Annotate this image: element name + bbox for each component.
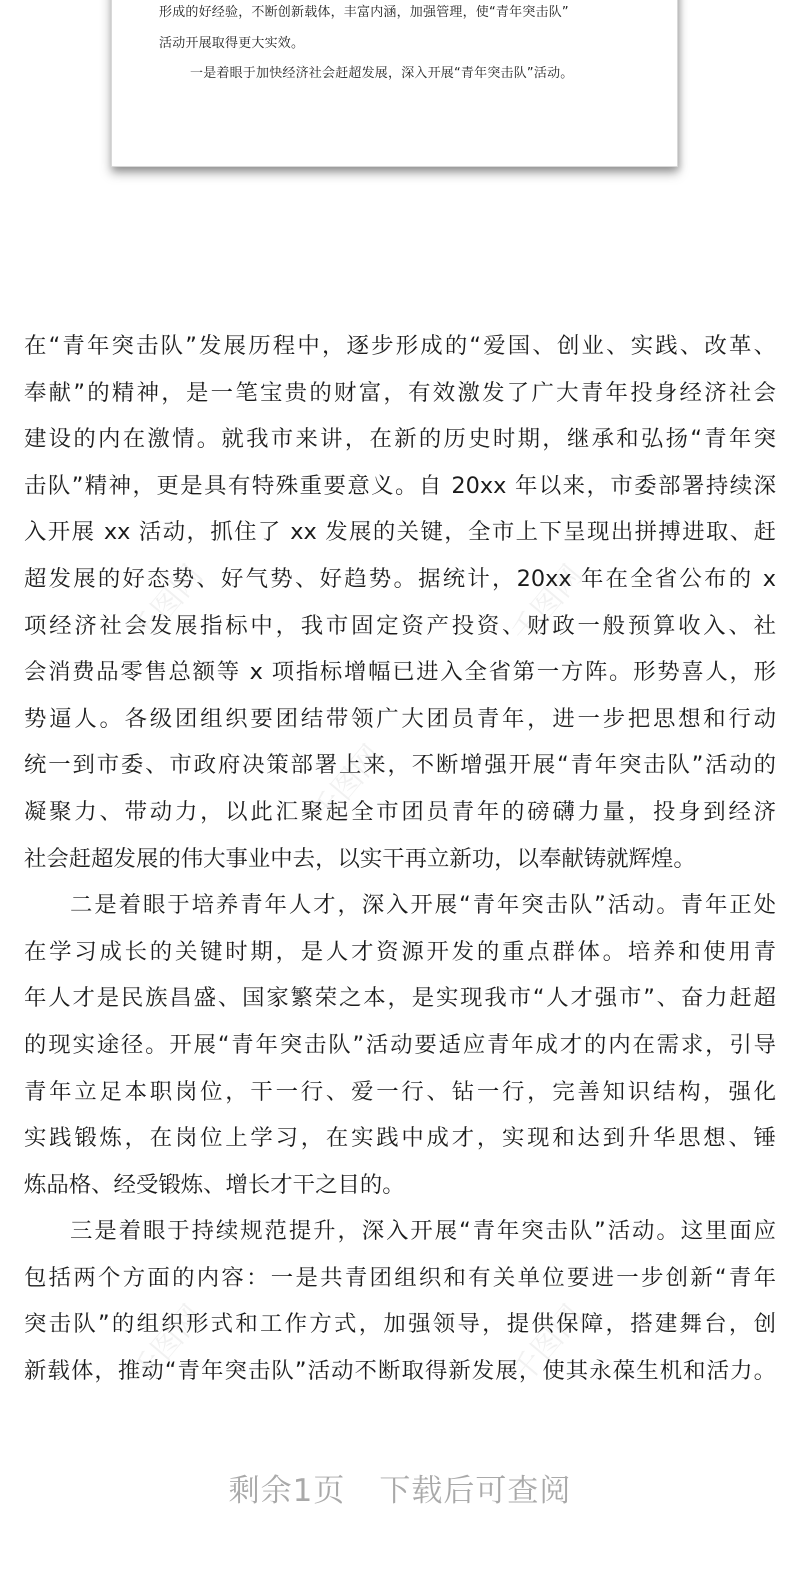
preview-line-3: 一是着眼于加快经济社会赶超发展，深入开展“青年突击队”活动。	[190, 66, 574, 81]
body-line: 青年立足本职岗位，干一行、爱一行、钻一行，完善知识结构，强化	[24, 1078, 776, 1105]
watermark: 千图网	[305, 738, 391, 830]
body-line: 包括两个方面的内容：一是共青团组织和有关单位要进一步创新“青年	[24, 1264, 776, 1291]
preview-card	[111, 0, 678, 167]
document-body	[24, 323, 776, 1395]
body-line: 新载体，推动“青年突击队”活动不断取得新发展，使其永葆生机和活力。	[24, 1358, 776, 1385]
body-line: 的现实途径。开展“青年突击队”活动要适应青年成才的内在需求，引导	[24, 1031, 776, 1058]
body-line: 奉献”的精神，是一笔宝贵的财富，有效激发了广大青年投身经济社会	[24, 379, 776, 406]
preview-line-1: 形成的好经验，不断创新载体，丰富内涵，加强管理，使“青年突击队”	[159, 5, 569, 20]
preview-line-2: 活动开展取得更大实效。	[159, 36, 305, 51]
body-line: 击队”精神，更是具有特殊重要意义。自 20xx 年以来，市委部署持续深	[24, 472, 776, 499]
watermark: 千图网	[125, 558, 211, 650]
body-line: 突击队”的组织形式和工作方式，加强领导，提供保障，搭建舞台，创	[24, 1311, 776, 1338]
watermark: 千图网	[505, 558, 591, 650]
body-line: 统一到市委、市政府决策部署上来，不断增强开展“青年突击队”活动的	[24, 752, 776, 779]
body-line: 建设的内在激情。就我市来讲，在新的历史时期，继承和弘扬“青年突	[24, 426, 776, 453]
body-line: 超发展的好态势、好气势、好趋势。据统计，20xx 年在全省公布的 x	[24, 565, 776, 592]
watermark: 千图网	[505, 1298, 591, 1390]
body-line: 在“青年突击队”发展历程中，逐步形成的“爱国、创业、实践、改革、	[24, 333, 776, 359]
body-line: 二是着眼于培养青年人才，深入开展“青年突击队”活动。青年正处	[70, 892, 776, 919]
body-line: 入开展 xx 活动，抓住了 xx 发展的关键，全市上下呈现出拼搏进取、赶	[24, 519, 776, 546]
body-line: 项经济社会发展指标中，我市固定资产投资、财政一般预算收入、社	[24, 612, 776, 639]
body-line: 实践锻炼，在岗位上学习，在实践中成才，实现和达到升华思想、锤	[24, 1125, 776, 1152]
body-line: 三是着眼于持续规范提升，深入开展“青年突击队”活动。这里面应	[70, 1218, 776, 1245]
body-line: 势逼人。各级团组织要团结带领广大团员青年，进一步把思想和行动	[24, 705, 776, 732]
body-line: 在学习成长的关键时期，是人才资源开发的重点群体。培养和使用青	[24, 938, 776, 965]
download-notice[interactable]	[0, 1465, 800, 1510]
body-line: 凝聚力、带动力，以此汇聚起全市团员青年的磅礴力量，投身到经济	[24, 798, 776, 825]
body-line: 会消费品零售总额等 x 项指标增幅已进入全省第一方阵。形势喜人，形	[24, 659, 776, 686]
body-line: 年人才是民族昌盛、国家繁荣之本，是实现我市“人才强市”、奋力赶超	[24, 985, 776, 1012]
body-line: 炼品格、经受锻炼、增长才干之目的。	[24, 1171, 405, 1198]
remaining-pages-text: 剩余1页	[228, 1473, 346, 1509]
body-line: 社会赶超发展的伟大事业中去，以实干再立新功，以奉献铸就辉煌。	[24, 845, 696, 872]
watermark: 千图网	[125, 1298, 211, 1390]
download-to-view-text: 下载后可查阅	[379, 1473, 572, 1509]
